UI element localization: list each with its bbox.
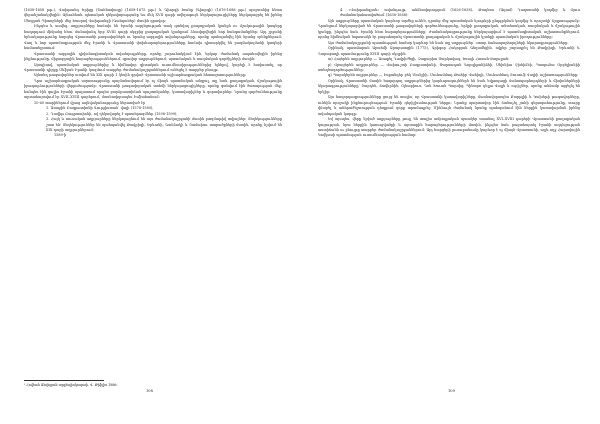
paragraph: Դրա աշխարհագրական ազատությունը պայմանավորում էր ոչ միայն պատմական անցյալ, այլ նաև քաղաքական, մշակութային իրադարձությունների վերլուծությամբ։ Վրաստանի թագավորական տոհմի ներկայացուցիչները, որոնք գտնվում էին ծառայության մեջ, հանդես էին գալիս Իրանի պալատում որպես բարձրաստիճան պաշտոնյաներ, կառավարիչներ և զորավարներ։ Նրանց գործունեությունը արտահայտվում էր XVII–XVIII դարերում, մասնավորապես Իսֆահանում։ [24,78,282,100]
paragraph: գ) Պարսկերեն աղբյուրներ — Իսքանդեր բեկ Մունշիի, Մուհամմադ Թահիր Վահիդի, Մուհամմադ Յուսուֆ Վալիի աշխատությունները։ [328,73,579,78]
paragraph: Այս ժամանակաշրջանի պատմության համար կարևոր են նաև այլ աղբյուրներ՝ օտար ճանապարհորդների նկարագրությունները։ [328,40,569,45]
right-page-text-column [318,8,580,139]
paragraph: Օրինակ, Վրաստանի մասին հաղորդող աղբյուրներից կարևորագույններն են նաև եվրոպացի ճանապարհորդների և միսիոներների նկարագրությունները՝ Շարդեն, Տավերնիե, Օլեարիուս, Դոն Խուան Պարսից, Պիետրո դելլա Վալլե և ուրիշներ, որոնք անձամբ այցելել են երկիր։ [318,78,580,94]
right-page [300,0,600,424]
page-number-right: 109 [448,389,455,393]
paragraph: 3. Հայկ և ռուսական աղբյուրները ներկայացնում են այս ժամանակաշրջանի մասին բազմաթիվ տվյալներ։ Տեղեկությունները շատ են։ Տեղեկություններ են պահպանվել Թավրիզի, Երևանի, Գանձակի և Շամախու տարածքների մասին, որոնք նշվում են XIX դարի աղբյուրներում։ [46,117,282,132]
paragraph: 2. Դավիթ Բագրատիոնի, ով ղեկավարել է պատերազմներ (1598-1599), [46,111,178,116]
paragraph: Այսպիսով, պատմական աղբյուրներից և հիմնավոր գիտական ուսումնասիրություններից ելնելով, կարելի է հավաստել, որ Վրաստանի դիրքը Սեֆյան Իրանի կազմում տարբեր ժամանակաշրջաններում ունեցել է տարբեր բնույթ։ [24,62,282,72]
paragraph: Ինչպես և ասվեց, աղբյուրները հաճախ են Իրանի ազդեցության տակ գտնվող քաղաքական կյանքն ու մշակութային կապերը հաղորդում միմյանց հետ, մանավանդ երբ XVIII դարի սկզբից քաղաքական կյանքում ձևավորվեցին նոր հանգամանքներ։ Այդ շրջանի երևակայությունը հարգեց Վրաստանի թագավորներն ու նրանց ազգային ավանդույթները, որոնք պահպանվել էին նրանց օրենքներում։ Վաղ և նոր պատմագրության մեջ Իրանի և Վրաստանի փոխհարաբերությունները հաճախ դիտարկվել են բազմակողմանի կապերի համատեքստում։ [24,24,282,51]
paragraph: Վրաստանի ազգային դիվանագիտական ավանդույթները, որոնք շարունակվում էին, երկար ժամանակ ապահովեցին իրենց ինքնությունը, միջազգային հարաբերություններում, գրավոր աղբյուրներում, պատմական և ռազմական գործիչների մասին։ [24,51,282,62]
paragraph: 4. «Վախթանգյան» ավանդույթ, անձնավորություն (1626-1638), Թադեոս (Ադամ) Դաղստանի կողմից և մյուս ժամանակահատվածում (1638-1658)։ [340,8,580,18]
left-page-text-column [24,8,282,139]
footnote: ¹ Հովհան Ճեղեցյան արքեպիսկոպոսի, Վ. Թիֆլիս 1886։ [24,383,118,387]
footnote-rule [24,380,104,381]
paragraph: բ) Վրացերեն աղբյուրներ — Վախուշտի Բագրատիոնի, Փարսադան Գորգիջանիձեի, Սեխնիա Չխեիձեի, Պապունա Օրբելիանիի ստեղծագործություններ։ [318,62,580,72]
paragraph: Եվ այսպես, վերը նշված աղբյուրները թույլ են տալիս ամբողջական պատկեր ստանալ XVI–XVIII դարերի Վրաստանի քաղաքական կացության, նրա ներքին կառուցվածքի և արտաքին հարաբերությունների մասին, ինչպես նաև բացահայտել Իրանի ազդեցության աստիճանն ու բնույթը տարբեր ժամանակաշրջաններում։ Այդ հարցերի լուսաբանումը կարևոր է ոչ միայն Վրաստանի, այլև ողջ Հարավային Կովկասի պատմության ուսումնասիրության համար։ [318,117,580,138]
paragraph: Այս հաղորդագրությունները ցույց են տալիս, որ Վրաստանի կառավարիչները, մասնավորապես Քարթլիի և Կախեթի թագավորները, ունեին որոշակի ինքնուրույնություն Իրանի գերիշխանության ներքո։ Նրանք պարտավոր էին ճանաչել շահի գերագահությունը, տուրք վճարել և անհրաժեշտության դեպքում զորք տրամադրել։ Միևնույն ժամանակ նրանք պահպանում էին ներքին կառավարման իրենց ավանդական կարգը։ [318,95,580,116]
paragraph: ա) Հայերեն աղբյուրներ — Առաքել Դավրիժեցի, Զաքարիա Սարկավագ, Եսայի Հասան-Ջալալյան։ [328,57,510,62]
paragraph: Այնտեղ թագավորներ ասվում են XIX դարի 1 կեսին գրված Վրաստանի աշխարհագրական հետազոտությունները։ [34,73,247,78]
paragraph: 10-60 տարիներում վրաց ազնվականությունը ներառված էր [34,100,146,105]
paragraph: Այն աղբյուրները պատմական կարևոր արժեք ունեն, դրանց մեջ պատմական նյութերի ընդգրկման կողմից և որոշակի ճշգրտությամբ։ Դրանցում ներկայացված են Վրաստանի թագավորների գործունեությունը, երկրի քաղաքական, տնտեսական, ռազմական և մշակութային կյանքը, ինչպես նաև Իրանի հետ հարաբերությունները։ Ժամանակագրությունը ներկայացվում է պատմագիտական աշխատանքներում, որոնց հիմնական նպատակն էր բացահայտել Վրաստանի քաղաքական և մշակութային կյանքի պատմական իրողությունները։ [318,18,580,40]
paragraph: (1638-1658 թթ.), Վախթանգ Երիցը (Շահնավազը) (1658-1675 թթ.) և Գիորգի Խանը (Գիորգի) (1676-1688 թթ.) պաշտոնից հետո վերանշանակվեցին։ Այնուհետև պետական ղեկավարությանը ևս մեկ XVII դարի ավելագույն ներկայացուցիչները ներկայացրել են իրենց Մեռքյան Պիտորների մեջ Խոսրով Վախթանգի (Գանդաներ) մասին գրավոր։ [24,8,282,23]
paragraph: 1589-ի [54,133,67,138]
paragraph: 1. Առաջին Բագրատիոնի Գուրջիստան՝ վալի (1578-1580), [46,106,154,111]
page-number-left: 108 [146,389,153,393]
paragraph: Օրինակ, պատմաբան Արտեմի Արարատցին (1775), Գրիգոր Հակոբյան Գեղամեցին, ովքեր շարադրել են Թավրիզի, Երևանի և Ղարաբաղի պատմությունը XVIII դարի սկզբին։ [318,46,580,56]
